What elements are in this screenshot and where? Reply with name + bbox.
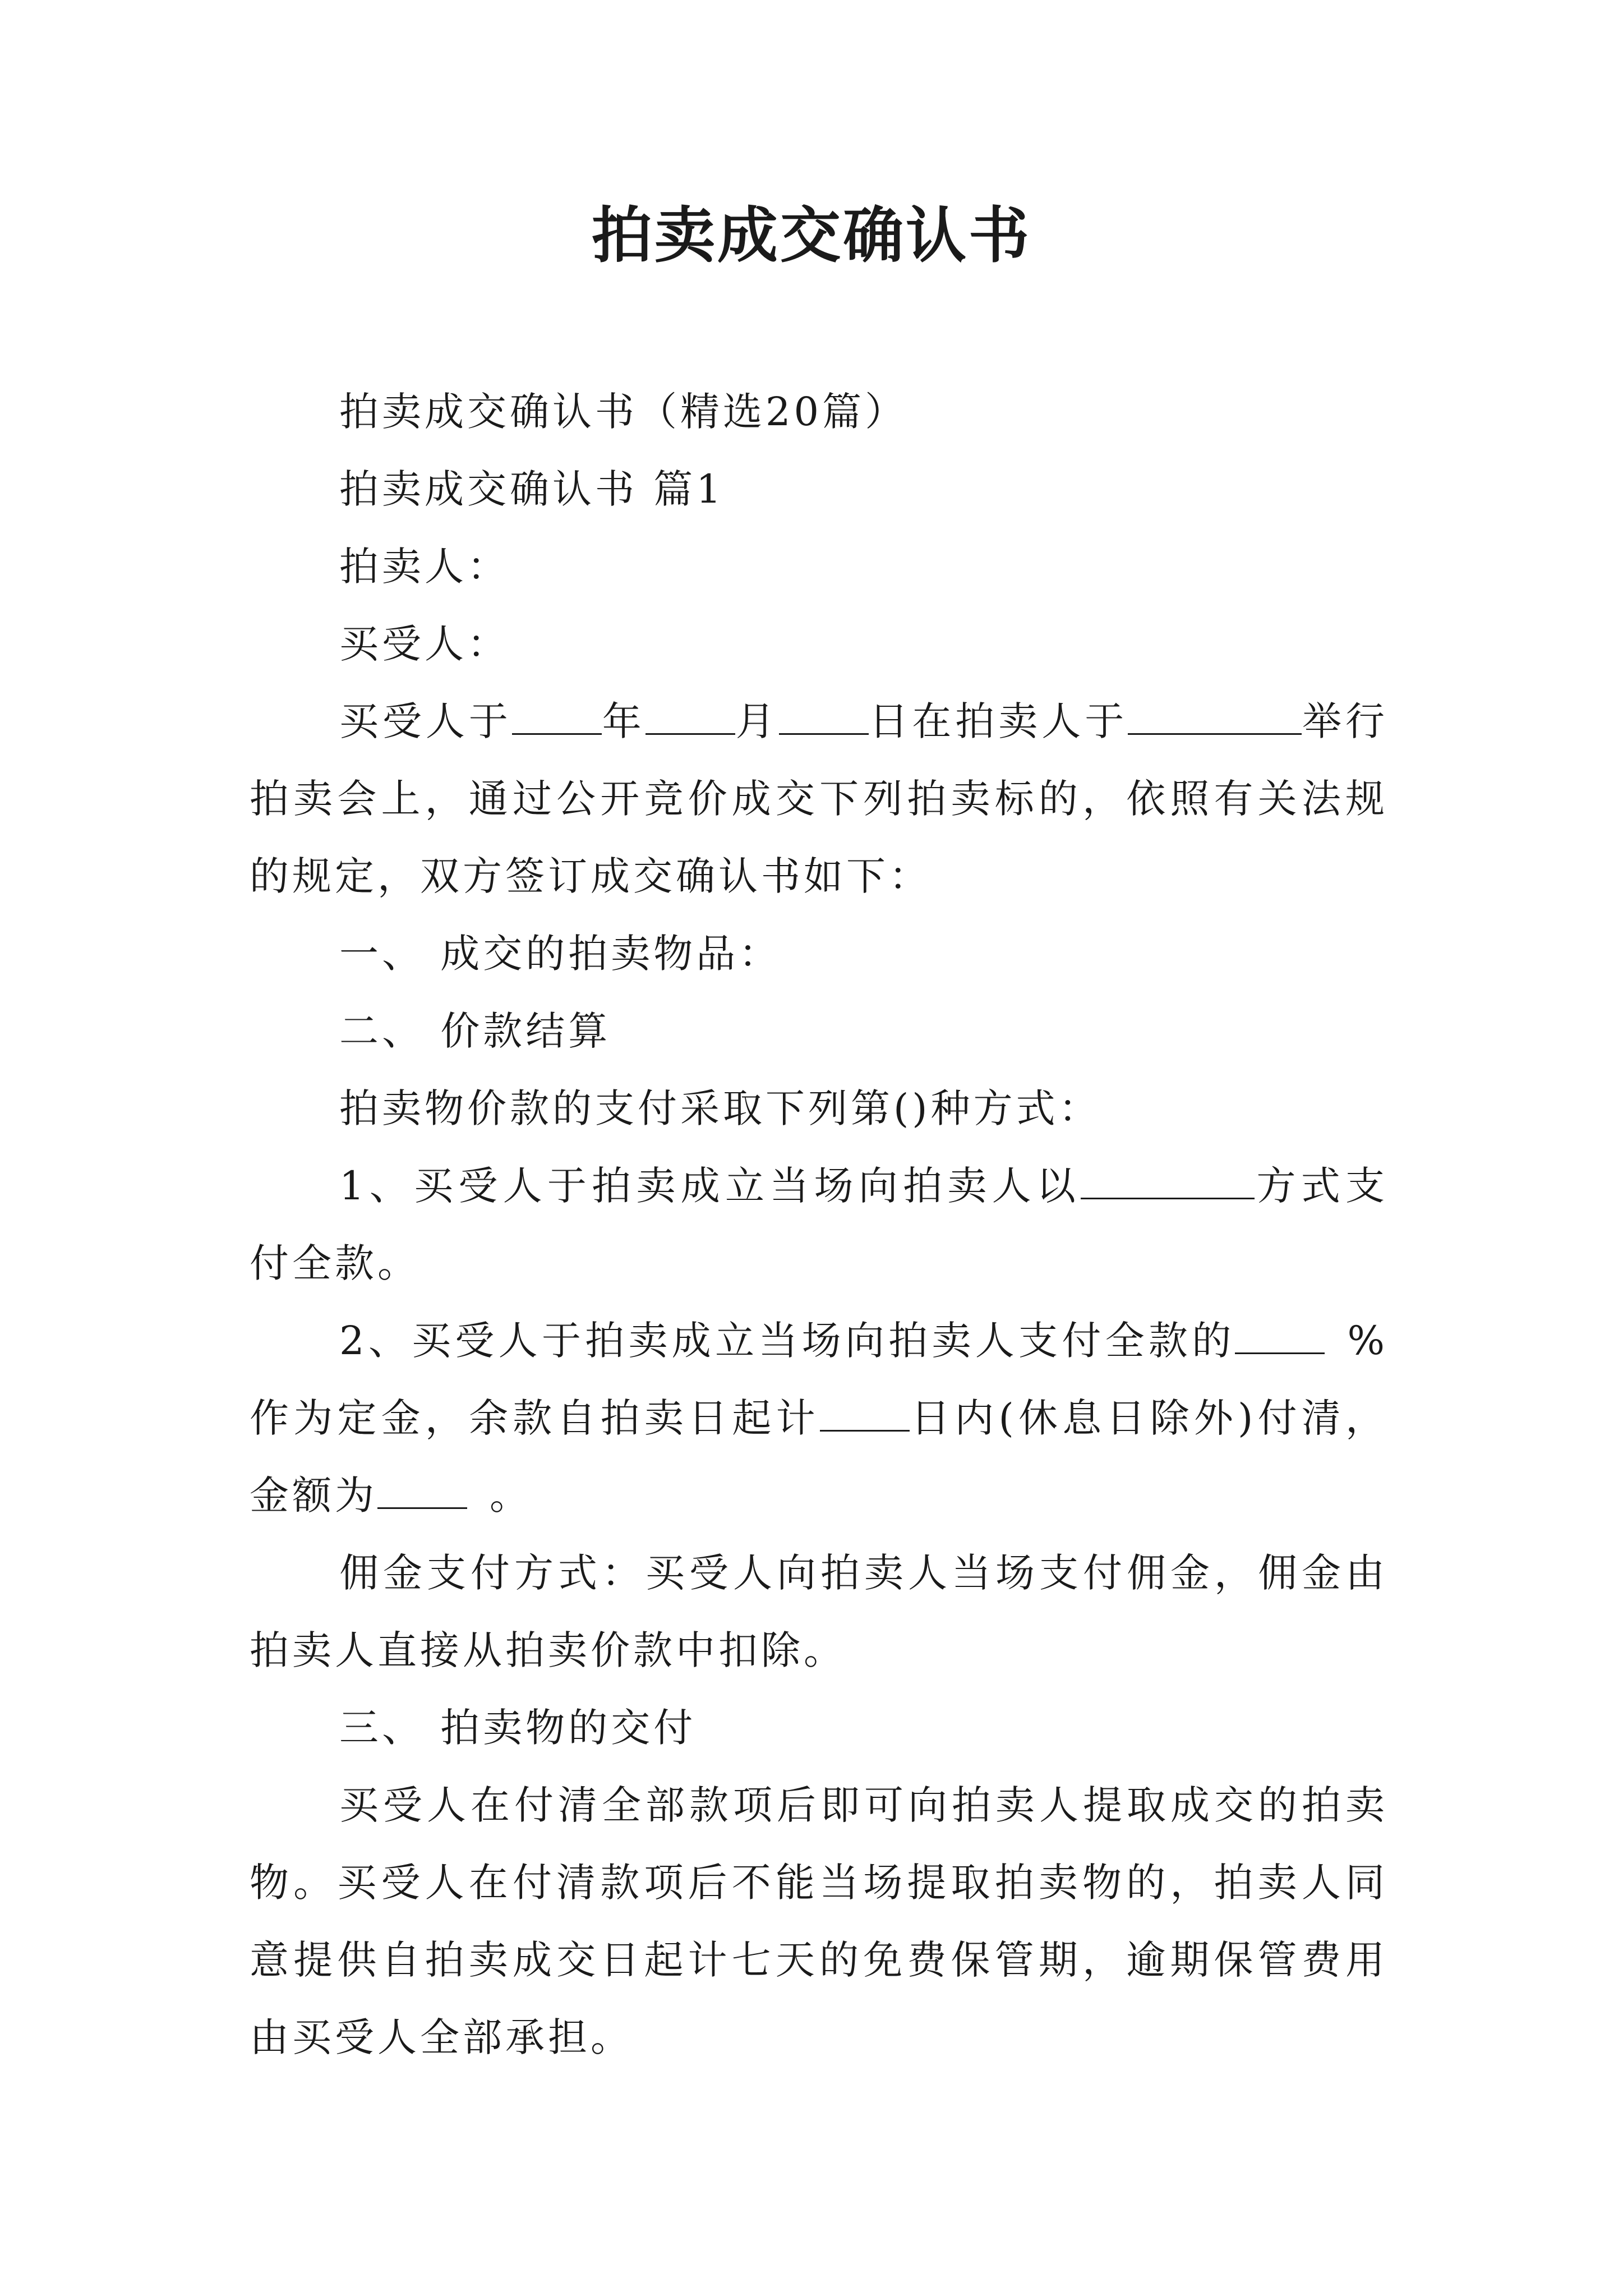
document-title: 拍卖成交确认书 (591, 200, 1031, 271)
document-body (250, 373, 1388, 2076)
intro-text-2: 年 (601, 698, 645, 744)
delivery-paragraph: 买受人在付清全部款项后即可向拍卖人提取成交的拍卖物。买受人在付清款项后不能当场提取拍卖物的，拍卖人同意提供自拍卖成交日起计七天的免费保管期，逾期保管费用由买受人全部承担。 (250, 1782, 1388, 2060)
item-three-heading: 三、 拍卖物的交付 (339, 1705, 697, 1751)
item-two-heading: 二、 价款结算 (339, 1008, 611, 1054)
intro-text-1: 买受人于 (339, 698, 512, 744)
month-blank (645, 694, 735, 735)
payment-methods-text: 拍卖物价款的支付采取下列第()种方式： (339, 1085, 1101, 1131)
intro-text-4: 日在拍卖人于 (868, 698, 1128, 744)
method2-text-3: 日内(休息日除外)付清，金额为 (250, 1395, 1388, 1519)
intro-text-5: 举行拍卖会上，通过公开竞价成交下列拍卖标的，依照有关法规的规定，双方签订成交确认书如下： (250, 698, 1389, 899)
days-blank (820, 1391, 910, 1432)
amount-blank (377, 1468, 467, 1509)
day-blank (779, 694, 869, 735)
commission-paragraph: 佣金支付方式：买受人向拍卖人当场支付佣金，佣金由拍卖人直接从拍卖价款中扣除。 (250, 1550, 1388, 1673)
year-blank (512, 694, 602, 735)
method1-text-1: 1、买受人于拍卖成立当场向拍卖人以 (339, 1163, 1081, 1209)
method2-text-2: %作为定金，余款自拍卖日起计 (250, 1318, 1388, 1441)
method2-text-1: 2、买受人于拍卖成立当场向拍卖人支付全款的 (339, 1318, 1235, 1364)
method1-text-2: 方式支付全款。 (250, 1163, 1388, 1286)
deposit-percent-blank (1235, 1313, 1325, 1354)
method2-text-4: 。 (490, 1473, 532, 1519)
intro-paragraph (250, 683, 1388, 915)
buyer-label: 买受人： (339, 621, 510, 667)
subtitle: 拍卖成交确认书（精选20篇） (339, 389, 908, 435)
venue-blank (1128, 694, 1302, 735)
section-heading: 拍卖成交确认书 篇1 (339, 466, 725, 512)
intro-text-3: 月 (735, 698, 779, 744)
payment-type-blank (1081, 1158, 1255, 1199)
payment-method-1 (250, 1147, 1388, 1302)
auctioneer-label: 拍卖人： (339, 544, 510, 590)
item-one-heading: 一、 成交的拍卖物品： (339, 931, 782, 977)
payment-method-2 (250, 1302, 1388, 1534)
